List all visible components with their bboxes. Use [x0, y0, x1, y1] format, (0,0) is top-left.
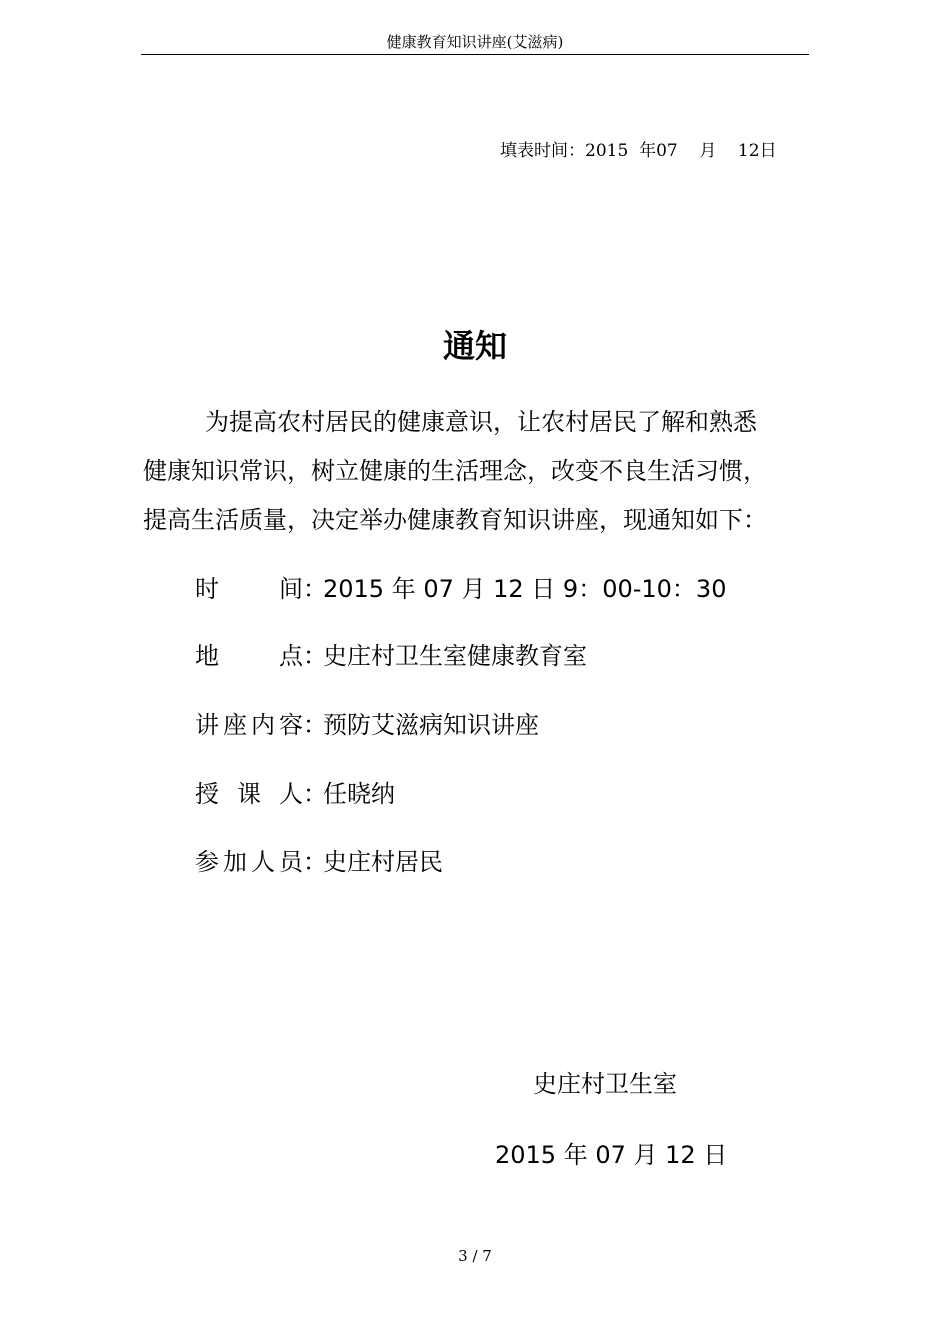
notice-title: 通知: [442, 327, 507, 365]
detail-label: 参加人员: [195, 848, 303, 876]
detail-row-location: [195, 639, 587, 673]
detail-label: 讲座内容: [195, 711, 303, 739]
detail-value: 预防艾滋病知识讲座: [323, 711, 539, 739]
notice-paragraph: [143, 398, 808, 545]
paragraph-line: 提高生活质量，决定举办健康教育知识讲座，现通知如下：: [143, 506, 767, 534]
detail-row-lecturer: [195, 777, 395, 811]
paragraph-line: 健康知识常识，树立健康的生活理念，改变不良生活习惯，: [143, 457, 767, 485]
detail-label: 授课人: [195, 780, 303, 808]
detail-value: 2015 年 07 月 12 日 9：00-10：30: [323, 575, 727, 603]
detail-colon: ：: [303, 711, 327, 739]
detail-row-attendees: [195, 845, 443, 879]
detail-colon: ：: [303, 642, 327, 670]
paragraph-line: 为提高农村居民的健康意识，让农村居民了解和熟悉: [205, 408, 757, 436]
signature-org: 史庄村卫生室: [533, 1070, 677, 1098]
detail-colon: ：: [303, 780, 327, 808]
detail-label: 时间: [195, 575, 303, 603]
detail-value: 史庄村卫生室健康教育室: [323, 642, 587, 670]
signature-date: 2015 年 07 月 12 日: [495, 1141, 728, 1169]
detail-label: 地点: [195, 642, 303, 670]
fill-date: 填表时间：2015 年07 月 12日: [500, 141, 777, 161]
detail-colon: ：: [303, 848, 327, 876]
page-number: 3 / 7: [458, 1247, 492, 1265]
page-header: [141, 32, 809, 55]
detail-row-content: [195, 708, 539, 742]
detail-value: 任晓纳: [323, 780, 395, 808]
header-title: 健康教育知识讲座(艾滋病): [386, 33, 564, 51]
detail-colon: ：: [303, 575, 327, 603]
detail-value: 史庄村居民: [323, 848, 443, 876]
detail-row-time: [195, 572, 726, 606]
